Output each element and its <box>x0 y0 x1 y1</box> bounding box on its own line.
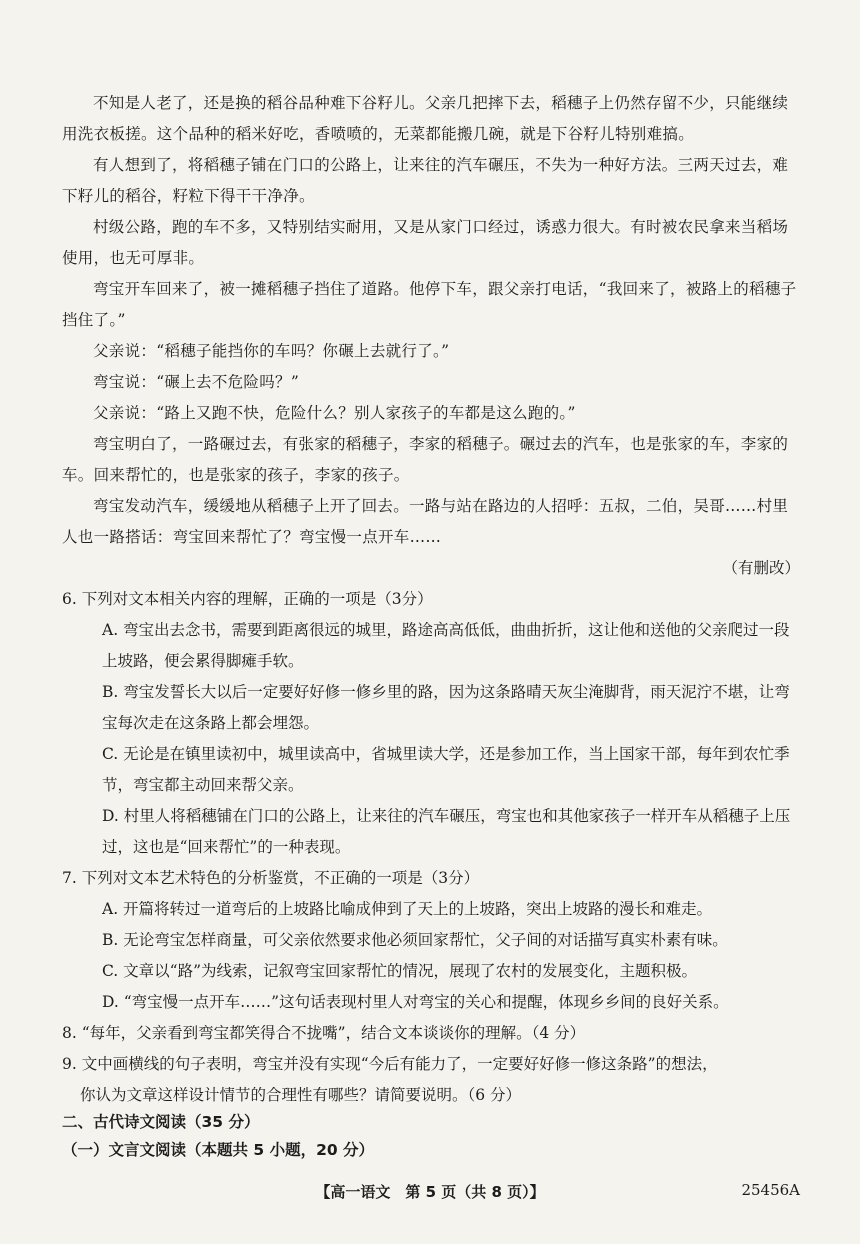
question-7-option-c: C. 文章以“路”为线索，记叙弯宝回家帮忙的情况，展现了农村的发展变化，主题积极。 <box>102 962 698 980</box>
story-paragraph-1: 不知是人老了，还是换的稻谷品种难下谷籽儿。父亲几把摔下去，稻穗子上仍然存留不少，只能继续用洗衣板搓。这个品种的稻米好吃，香喷喷的，无菜都能搬几碗，就是下谷籽儿特别难搞。 <box>62 94 789 143</box>
story-paragraph-9: 弯宝发动汽车，缓缓地从稻穗子上开了回去。一路与站在路边的人招呼：五叔，二伯，吴哥……村里人也一路搭话：弯宝回来帮忙了？弯宝慢一点开车…… <box>62 497 789 546</box>
section-heading-classical: 二、古代诗文阅读（35 分） <box>62 1113 260 1131</box>
question-7-option-b: B. 无论弯宝怎样商量，可父亲依然要求他必须回家帮忙，父子间的对话描写真实朴素有味。 <box>102 931 728 949</box>
story-paragraph-2: 有人想到了，将稻穗子铺在门口的公路上，让来往的汽车碾压，不失为一种好方法。三两天过去，难下籽儿的稻谷，籽粒下得干干净净。 <box>62 156 789 205</box>
section-subheading-prose: （一）文言文阅读（本题共 5 小题，20 分） <box>62 1141 375 1159</box>
story-paragraph-5: 父亲说：“稻穗子能挡你的车吗？你碾上去就行了。” <box>93 342 450 360</box>
story-paragraph-8: 弯宝明白了，一路碾过去，有张家的稻穗子，李家的稻穗子。碾过去的汽车，也是张家的车，李家的车。回来帮忙的，也是张家的孩子，李家的孩子。 <box>62 435 789 484</box>
question-7-option-a: A. 开篇将转过一道弯后的上坡路比喻成伸到了天上的上坡路，突出上坡路的漫长和难走。 <box>102 900 713 918</box>
question-7-option-d: D. “弯宝慢一点开车……”这句话表现村里人对弯宝的关心和提醒，体现乡乡间的良好关系。 <box>102 993 729 1011</box>
question-6-option-b: B. 弯宝发誓长大以后一定要好好修一修乡里的路，因为这条路晴天灰尘淹脚背，雨天泥泞不堪，让弯宝每次走在这条路上都会埋怨。 <box>102 683 790 732</box>
story-paragraph-3: 村级公路，跑的车不多，又特别结实耐用，又是从家门口经过，诱惑力很大。有时被农民拿来当稻场使用，也无可厚非。 <box>62 218 789 267</box>
page-footer: 【高一语文 第 5 页（共 8 页）】 <box>315 1183 545 1201</box>
exam-code: 25456A <box>741 1181 800 1199</box>
question-6-stem: 6. 下列对文本相关内容的理解，正确的一项是（3分） <box>62 590 433 608</box>
question-9-line-1: 9. 文中画横线的句子表明，弯宝并没有实现“今后有能力了，一定要好好修一修这条路”的想法， <box>62 1055 718 1073</box>
story-paragraph-7: 父亲说：“路上又跑不快，危险什么？别人家孩子的车都是这么跑的。” <box>93 404 576 422</box>
source-note: （有删改） <box>722 559 800 577</box>
story-paragraph-4: 弯宝开车回来了，被一摊稻穗子挡住了道路。他停下车，跟父亲打电话，“我回来了，被路上的稻穗子挡住了。” <box>62 280 797 329</box>
question-9-line-2: 你认为文章这样设计情节的合理性有哪些？请简要说明。（6 分） <box>80 1086 522 1104</box>
question-6-option-d: D. 村里人将稻穗铺在门口的公路上，让来往的汽车碾压，弯宝也和其他家孩子一样开车从稻穗子上压过，这也是“回来帮忙”的一种表现。 <box>102 807 791 856</box>
question-6-option-c: C. 无论是在镇里读初中，城里读高中，省城里读大学，还是参加工作，当上国家干部，每年到农忙季节，弯宝都主动回来帮父亲。 <box>102 745 790 794</box>
question-6-option-a: A. 弯宝出去念书，需要到距离很远的城里，路途高高低低，曲曲折折，这让他和送他的父亲爬过一段上坡路，便会累得脚瘫手软。 <box>102 621 790 670</box>
story-paragraph-6: 弯宝说：“碾上去不危险吗？” <box>93 373 300 391</box>
question-8: 8. “每年，父亲看到弯宝都笑得合不拢嘴”，结合文本谈谈你的理解。（4 分） <box>62 1024 586 1042</box>
question-7-stem: 7. 下列对文本艺术特色的分析鉴赏，不正确的一项是（3分） <box>62 869 480 887</box>
